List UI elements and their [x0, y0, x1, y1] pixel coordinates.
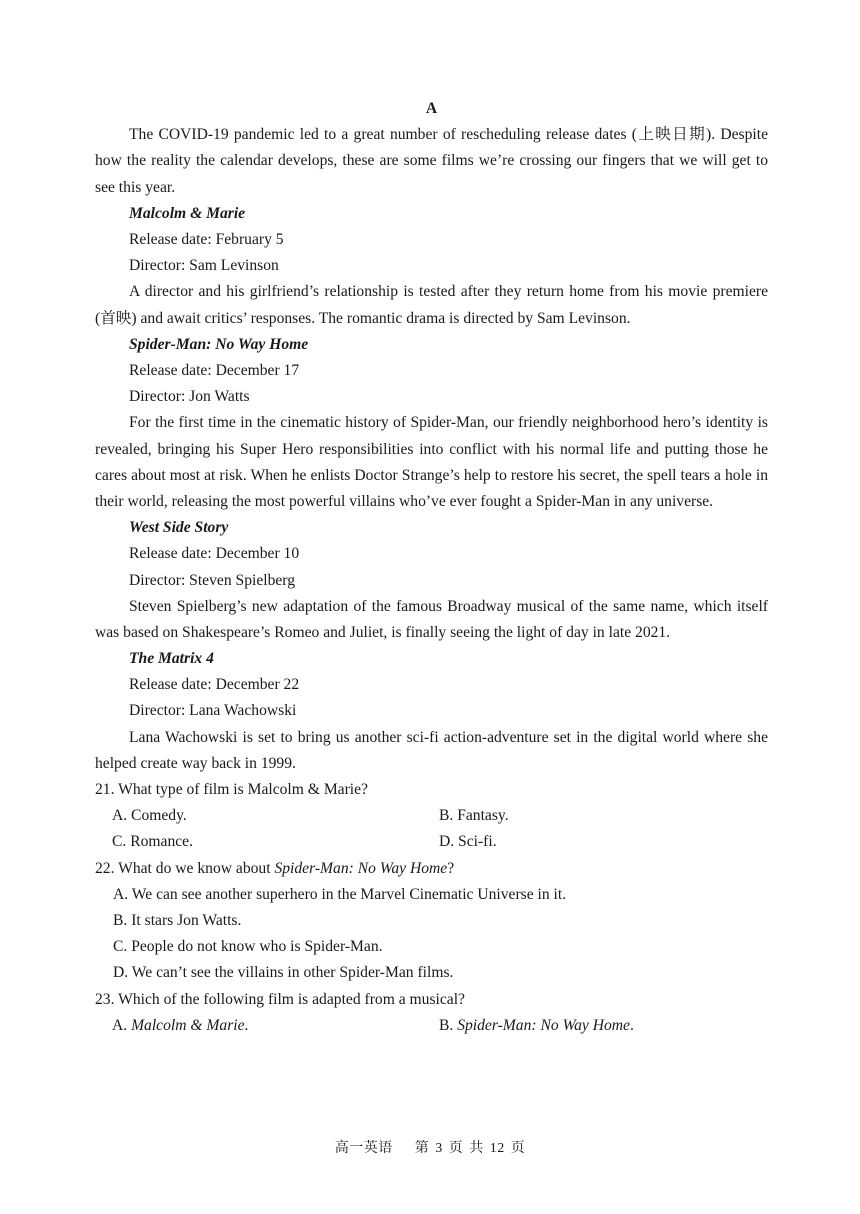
- film-description: A director and his girlfriend’s relationship is tested after they return home from his movie premiere (首映) and await critics’ responses. The romantic drama is directed by Sam Levinson.: [95, 283, 768, 327]
- stem-suffix: ?: [447, 859, 455, 877]
- film-release-date: Release date: February 5: [129, 230, 284, 248]
- option-d: D. Sci-fi.: [439, 833, 497, 851]
- option-b: [439, 1013, 634, 1039]
- option-row: [95, 829, 768, 855]
- film-entry: [95, 646, 768, 777]
- option-row: [95, 1013, 768, 1039]
- document-page: [95, 96, 768, 1039]
- footer-subject: 高一英语: [334, 1141, 393, 1156]
- stem-film-title: Spider-Man: No Way Home: [274, 859, 448, 877]
- option-d: D. We can’t see the villains in other Spider-Man films.: [113, 964, 454, 982]
- film-director: Director: Steven Spielberg: [129, 571, 296, 589]
- option-end: .: [244, 1016, 249, 1034]
- film-description: For the first time in the cinematic history of Spider-Man, our friendly neighborhood hero’s identity is revealed, bringing his Super Hero responsibilities into conflict with his normal life and putting those he cares about most at risk. When he enlists Doctor Strange’s help to restore his secret, the spell tears a hole in their world, releasing the most powerful villains who’ve ever fought a Spider-Man in any universe.: [95, 414, 768, 510]
- stem-prefix: 22. What do we know about: [95, 859, 275, 877]
- question-stem: 23. Which of the following film is adapted from a musical?: [95, 990, 465, 1008]
- film-entry: [95, 201, 768, 332]
- film-director: Director: Lana Wachowski: [129, 702, 297, 720]
- question-21: [95, 777, 768, 856]
- film-director: Director: Jon Watts: [129, 388, 250, 406]
- option-a: A. We can see another superhero in the Marvel Cinematic Universe in it.: [113, 885, 567, 903]
- option-c: C. People do not know who is Spider-Man.: [113, 938, 383, 956]
- film-title: The Matrix 4: [129, 650, 214, 668]
- question-23: [95, 987, 768, 1039]
- option-b: B. Fantasy.: [439, 807, 509, 825]
- film-entry: [95, 332, 768, 515]
- film-director: Director: Sam Levinson: [129, 257, 279, 275]
- footer-gong: 共: [469, 1141, 484, 1156]
- footer-di: 第: [414, 1141, 430, 1156]
- question-stem: 21. What type of film is Malcolm & Marie?: [95, 781, 368, 799]
- film-entry: [95, 515, 768, 646]
- film-title: Spider-Man: No Way Home: [129, 335, 309, 353]
- page-footer: [0, 1139, 860, 1159]
- footer-total-pages: 12: [489, 1141, 505, 1156]
- film-description: Lana Wachowski is set to bring us another sci-fi action-adventure set in the digital world where she helped create way back in 1999.: [95, 728, 768, 772]
- film-title: West Side Story: [129, 519, 229, 537]
- option-letter: B.: [439, 1016, 458, 1034]
- option-film-title: Spider-Man: No Way Home: [457, 1016, 630, 1034]
- option-end: .: [629, 1016, 634, 1034]
- intro-paragraph: The COVID-19 pandemic led to a great number of rescheduling release dates (上映日期). Despite how the reality the calendar develops, these are some films we’re crossing our fingers that we will get to see this year.: [95, 126, 768, 196]
- question-stem: [95, 856, 768, 882]
- option-letter: A.: [112, 1016, 132, 1034]
- option-a: A. Comedy.: [112, 807, 187, 825]
- film-description: Steven Spielberg’s new adaptation of the famous Broadway musical of the same name, which itself was based on Shakespeare’s Romeo and Juliet, is finally seeing the light of day in late 2021.: [95, 597, 768, 641]
- film-title: Malcolm & Marie: [129, 204, 246, 222]
- section-heading: A: [425, 100, 438, 117]
- footer-ye: 页: [448, 1141, 464, 1156]
- film-release-date: Release date: December 22: [129, 676, 300, 694]
- film-release-date: Release date: December 17: [129, 361, 300, 379]
- option-film-title: Malcolm & Marie: [131, 1016, 245, 1034]
- question-22: [95, 856, 768, 987]
- option-b: B. It stars Jon Watts.: [113, 912, 242, 930]
- footer-ye2: 页: [510, 1141, 526, 1156]
- option-c: C. Romance.: [112, 833, 193, 851]
- option-a: [112, 1013, 439, 1039]
- footer-page-number: 3: [435, 1141, 443, 1156]
- film-release-date: Release date: December 10: [129, 545, 300, 563]
- option-row: [95, 803, 768, 829]
